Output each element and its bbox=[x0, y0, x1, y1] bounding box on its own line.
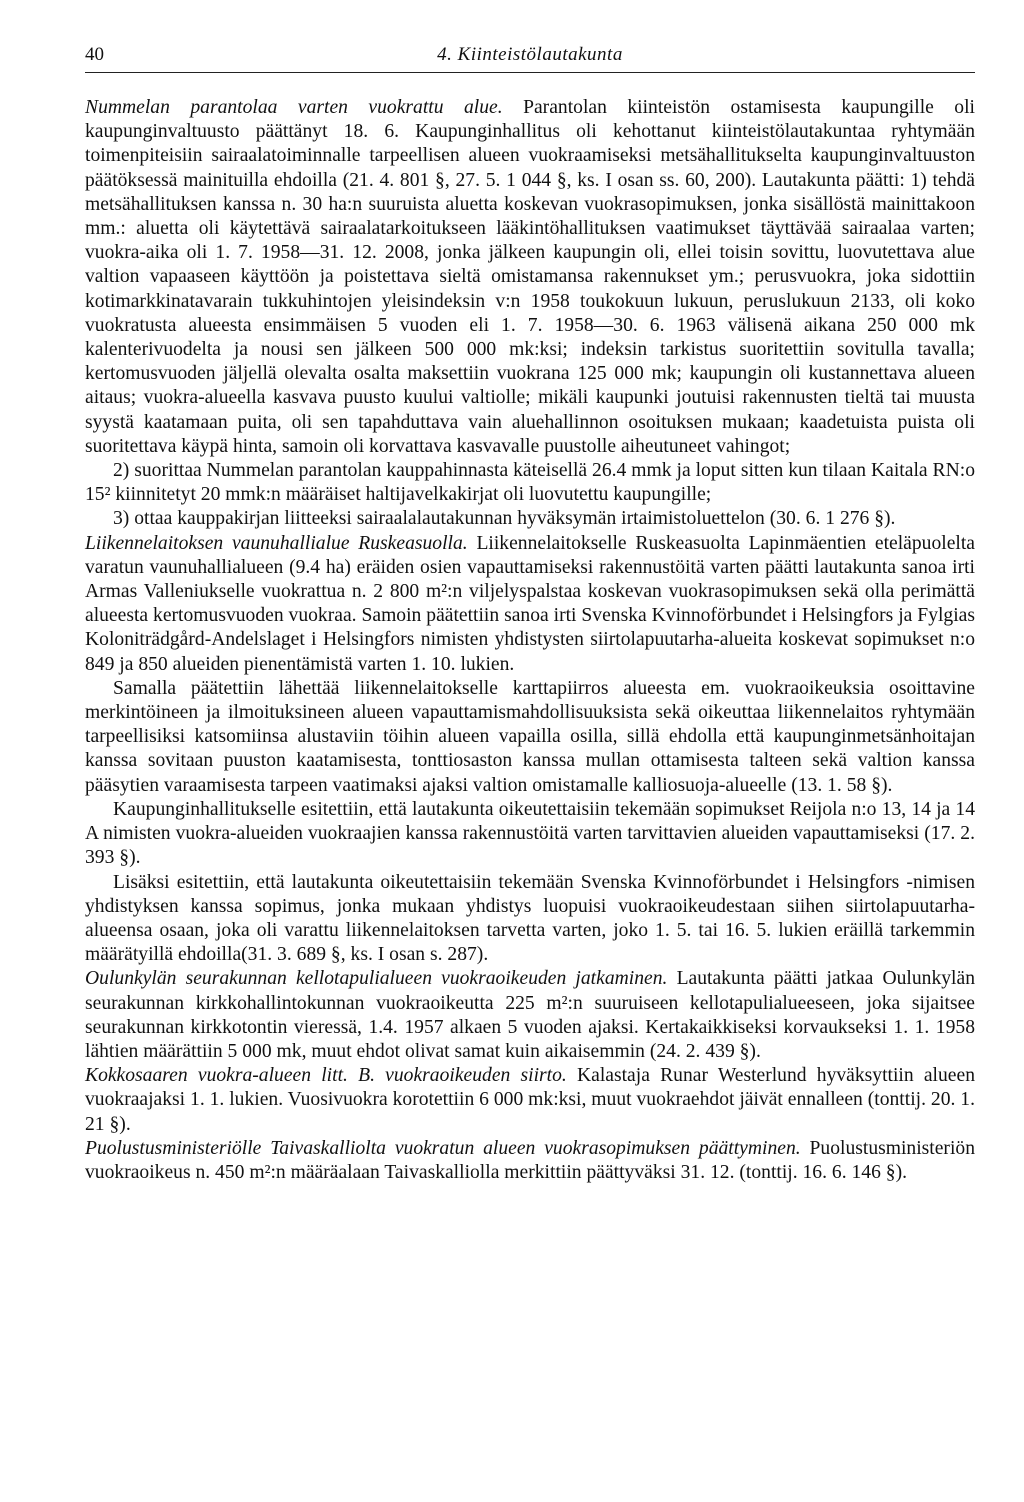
section-heading: Kokkosaaren vuokra-alueen litt. B. vuokraoikeuden siirto. bbox=[85, 1065, 567, 1087]
paragraph-text: Puolustusministeriön vuokraoikeus n. 450 m²:n määräalaan Taivaskalliolla merkittiin päättyväksi 31. 12. (tonttij. 16. 6. 146 §). bbox=[85, 1137, 975, 1183]
paragraph-text: 3) ottaa kauppakirjan liitteeksi sairaalalautakunnan hyväksymän irtaimistoluettelon (30. 6. 1 276 §). bbox=[113, 508, 896, 530]
paragraph bbox=[85, 532, 975, 677]
paragraph-text: Samalla päätettiin lähettää liikennelaitokselle karttapiirros alueesta em. vuokraoikeuksia osoittavine merkintöineen ja ilmoituksineen alueen vapauttamismahdollisuuksista sekä oikeuttaa liikennelaitos ryhtymään tarpeellisiksi katsomiinsa alustaviin töihin alueen vapailla osilla, sillä ehdolla että kaupunginmetsänhoitajan kanssa sovitaan puuston kaatamisesta, tonttiosaston kanssa mullan ottamisesta talteen sekä valtion kanssa pääsytien varaamisesta tarpeen vaatimaksi ajaksi valtion omistamalle kalliosuoja-alueelle (13. 1. 58 §). bbox=[85, 677, 975, 796]
paragraph-text: Lautakunta päätti jatkaa Oulunkylän seurakunnan kirkkohallintokunnan vuokraoikeutta 225 m²:n suuruiseen kellotapulialueeseen, joka sijaitsee seurakunnan kirkkotontin vieressä, 1.4. 1957 alkaen 5 vuoden ajaksi. Kertakaikkiseksi korvaukseksi 1. 1. 1958 lähtien määrättiin 5 000 mk, muut ehdot olivat samat kuin aikaisemmin (24. 2. 439 §). bbox=[85, 968, 975, 1062]
body-text bbox=[85, 96, 975, 1185]
paragraph-text: Lisäksi esitettiin, että lautakunta oikeutettaisiin tekemään Svenska Kvinnoförbundet i Helsingfors -nimisen yhdistyksen kanssa sopimus, jonka mukaan yhdistys luopuisi vuokraoikeudestaan siihen siirtolapuutarha-alueensa osaan, joka oli varattu liikennelaitoksen tarvetta varten, joko 1. 5. tai 16. 5. lukien eräillä tarkemmin määrätyillä ehdoilla(31. 3. 689 §, ks. I osan s. 287). bbox=[85, 871, 975, 966]
running-title: 4. Kiinteistölautakunta bbox=[437, 44, 623, 65]
paragraph bbox=[85, 677, 975, 798]
paragraph bbox=[85, 798, 975, 871]
paragraph-text: Kaupunginhallitukselle esitettiin, että lautakunta oikeutettaisiin tekemään sopimukset Reijola n:o 13, 14 ja 14 A nimisten vuokra-alueiden vuokraajien kanssa rakennustöitä varten tarvittavien alueiden vapauttamiseksi (17. 2. 393 §). bbox=[85, 798, 975, 869]
section-heading: Oulunkylän seurakunnan kellotapulialueen vuokraoikeuden jatkaminen. bbox=[85, 968, 668, 990]
paragraph bbox=[85, 507, 975, 531]
paragraph bbox=[85, 1137, 975, 1185]
paragraph bbox=[85, 967, 975, 1064]
section-heading: Nummelan parantolaa varten vuokrattu alue. bbox=[85, 97, 503, 118]
paragraph-text: Parantolan kiinteistön ostamisesta kaupungille oli kaupunginvaltuusto päättänyt 18. 6. Kaupunginhallitus oli kehottanut kiinteistölautakuntaa ryhtymään toimenpiteisiin sairaalatoiminnalle tarpeellisen alueen vuokraamiseksi metsähallitukselta kaupunginvaltuuston päätöksessä mainituilla ehdoilla (21. 4. 801 §, 27. 5. 1 044 §, ks. I osan ss. 60, 200). Lautakunta päätti: 1) tehdä metsähallituksen kanssa n. 30 ha:n suuruista aluetta koskevan vuokrasopimuksen, jonka sisällöstä mainittakoon mm.: aluetta oli käytettävä sairaalatarkoitukseen lääkintöhallituksen vaatimukset täyttävää sairaalaa varten; vuokra-aika oli 1. 7. 1958—31. 12. 2008, jonka jälkeen kaupungin oli, ellei toisin sovittu, luovutettava alue valtion vapaaseen käyttöön ja poistettava sieltä omistamansa rakennukset ym.; perusvuokra, joka sidottiin kotimarkkinatavarain tukkuhintojen yleisindeksin v:n 1958 toukokuun lukuun, peruslukuun 2133, oli koko vuokratusta alueesta ensimmäisen 5 vuoden eli 1. 7. 1958—30. 6. 1963 välisenä aikana 250 000 mk kalenterivuodelta ja nousi sen jälkeen 500 000 mk:ksi; indeksin tarkistus suoritettiin sovitulla tavalla; kertomusvuoden jäljellä olevalta osalta maksettiin vuokrana 125 000 mk; kaupungin oli kustannettava alueen aitaus; vuokra-alueella kasvava puusto kuului valtiolle; mikäli kaupunki joutuisi rakennusten tieltä tai muusta syystä kaatamaan puita, oli sen tapahduttava vain aluehallinnon osoituksen mukaan; kaadetuista puista oli suoritettava käypä hinta, samoin oli korvattava kasvavalle puustolle aiheutuneet vahingot; bbox=[85, 97, 975, 457]
page-number: 40 bbox=[85, 44, 104, 65]
paragraph bbox=[85, 96, 975, 459]
section-heading: Liikennelaitoksen vaunuhallialue Ruskeasuolla. bbox=[85, 532, 468, 554]
paragraph bbox=[85, 1064, 975, 1137]
paragraph-text: Liikennelaitokselle Ruskeasuolta Lapinmäentien eteläpuolelta varatun vaunuhallialueen (9.4 ha) eräiden osien vapauttamiseksi rakennustöitä varten päätti lautakunta sanoa irti Armas Valleniukselle vuokrattua n. 2 800 m²:n viljelyspalstaa koskevan vuokrasopimuksen sekä olla perimättä alueesta kertomusvuoden vuokraa. Samoin päätettiin sanoa irti Svenska Kvinnoförbundet i Helsingfors ja Fylgias Koloniträdgård-Andelslaget i Helsingfors nimisten yhdistysten siirtolapuutarha-alueita koskevat sopimukset n:o 849 ja 850 alueiden pienentämistä varten 1. 10. lukien. bbox=[85, 532, 975, 675]
page-header bbox=[85, 44, 975, 73]
paragraph-text: 2) suorittaa Nummelan parantolan kauppahinnasta käteisellä 26.4 mmk ja loput sitten kun tilaan Kaitala RN:o 15² kiinnitetyt 20 mmk:n määräiset haltijavelkakirjat oli luovutettu kaupungille; bbox=[85, 460, 975, 506]
paragraph bbox=[85, 459, 975, 507]
paragraph bbox=[85, 871, 975, 968]
section-heading: Puolustusministeriölle Taivaskalliolta vuokratun alueen vuokrasopimuksen päättyminen. bbox=[85, 1137, 801, 1159]
paragraph-text: Kalastaja Runar Westerlund hyväksyttiin alueen vuokraajaksi 1. 1. lukien. Vuosivuokra korotettiin 6 000 mk:ksi, muut vuokraehdot jäivät ennalleen (tonttij. 20. 1. 21 §). bbox=[85, 1065, 975, 1135]
